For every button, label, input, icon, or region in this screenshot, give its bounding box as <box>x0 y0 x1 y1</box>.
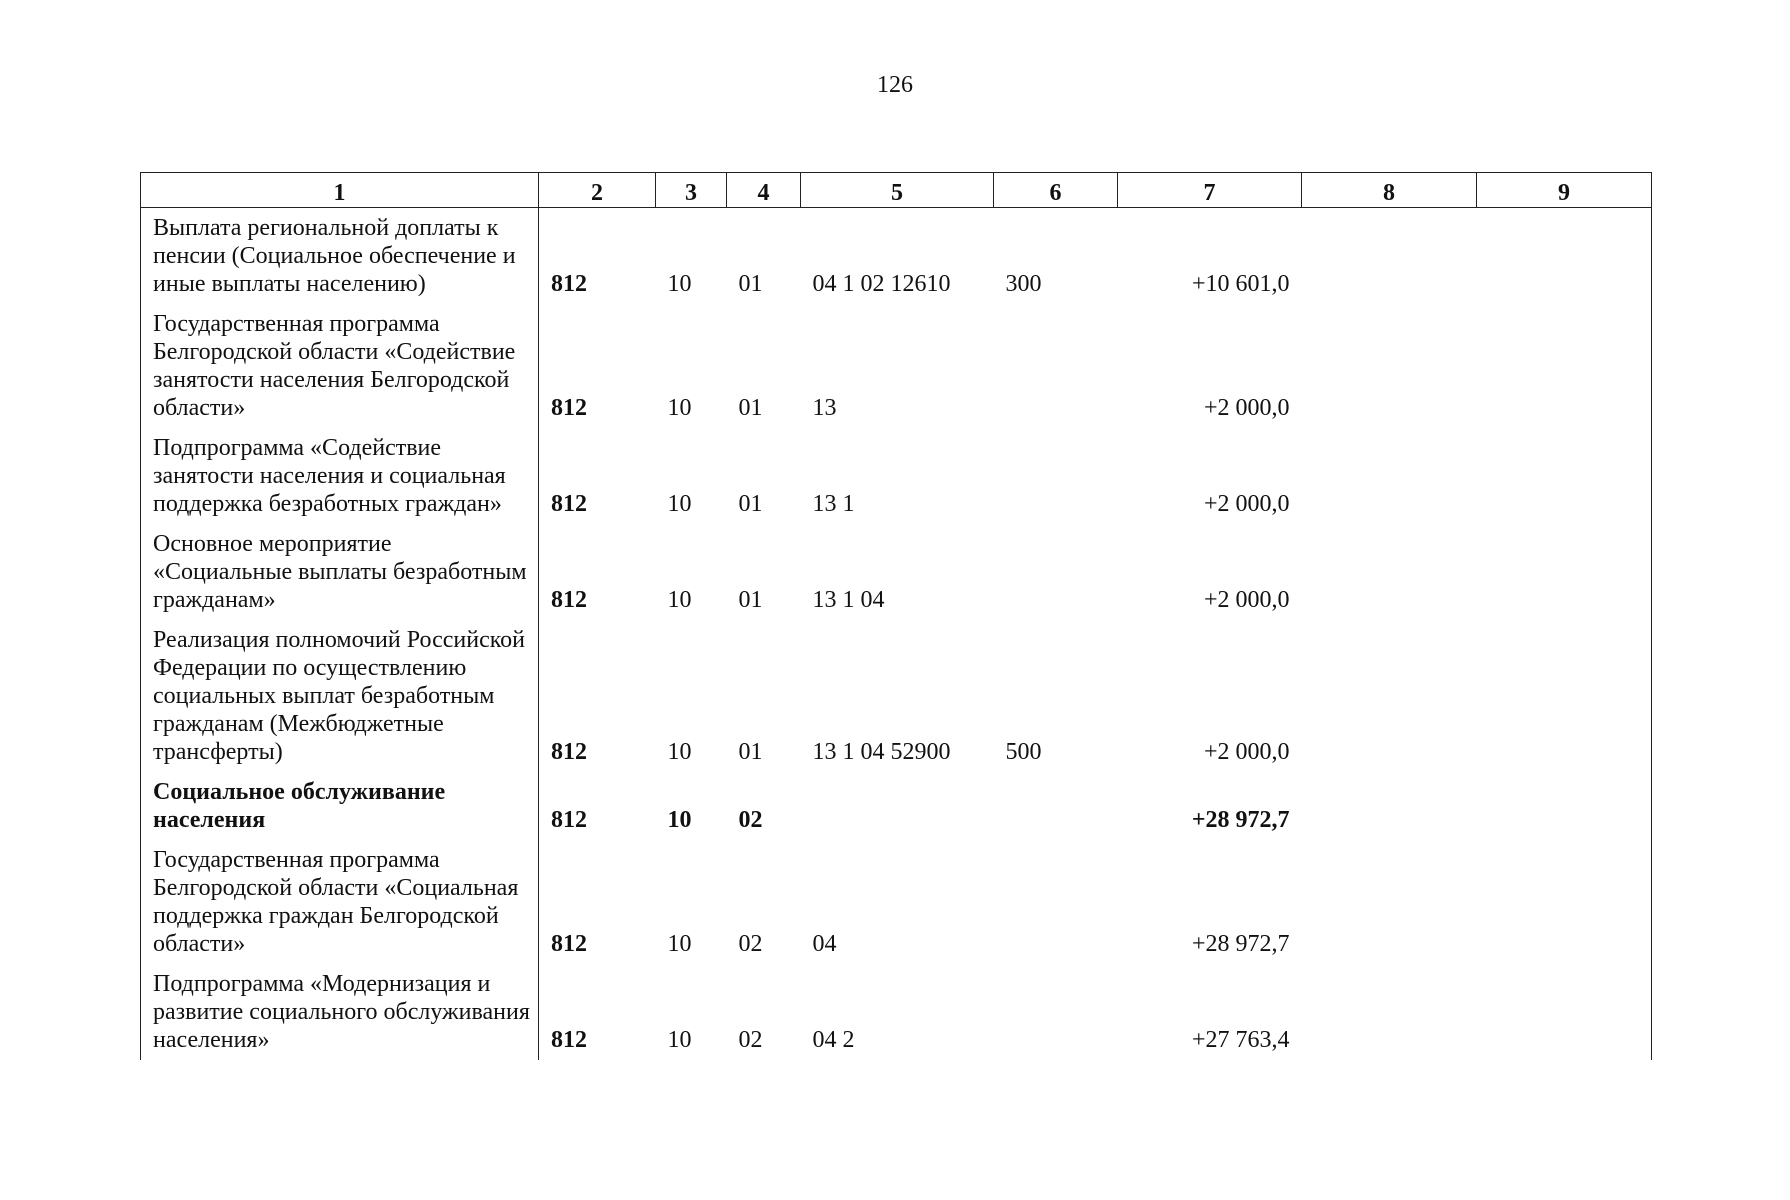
table-row <box>141 524 1652 620</box>
cell-target-article: 04 <box>812 931 837 957</box>
cell-col-8 <box>1302 524 1477 620</box>
cell-section: 10 <box>667 807 692 833</box>
cell-expense-type <box>994 304 1118 428</box>
cell-target-article: 04 1 02 12610 <box>812 271 951 297</box>
table-row <box>141 620 1652 772</box>
header-col-5: 5 <box>801 173 994 208</box>
cell-amount: +2 000,0 <box>1203 739 1290 765</box>
cell-col-8 <box>1302 964 1477 1060</box>
cell-col-9 <box>1477 304 1652 428</box>
cell-col-8 <box>1302 304 1477 428</box>
cell-amount: +28 972,7 <box>1191 807 1290 833</box>
budget-table-container <box>140 172 1651 1053</box>
table-body <box>141 208 1652 1061</box>
cell-amount: +2 000,0 <box>1203 491 1290 517</box>
cell-section: 10 <box>667 931 692 957</box>
cell-col-9 <box>1477 620 1652 772</box>
cell-target-article <box>801 772 994 840</box>
cell-grbs: 812 <box>539 208 656 305</box>
cell-name: Государственная программа Белгородской области «Социальная поддержка граждан Белгородской области» <box>141 840 539 964</box>
cell-subsection: 02 <box>738 931 763 957</box>
cell-expense-type <box>994 840 1118 964</box>
cell-name: Государственная программа Белгородской области «Содействие занятости населения Белгородской области» <box>141 304 539 428</box>
header-col-9: 9 <box>1477 173 1652 208</box>
cell-name: Выплата региональной доплаты к пенсии (Социальное обеспечение и иные выплаты населению) <box>141 208 539 305</box>
cell-grbs: 812 <box>539 620 656 772</box>
page-number: 126 <box>877 72 913 98</box>
cell-subsection: 01 <box>738 491 763 517</box>
cell-col-8 <box>1302 620 1477 772</box>
table-row <box>141 964 1652 1060</box>
cell-col-9 <box>1477 208 1652 305</box>
cell-grbs: 812 <box>539 524 656 620</box>
cell-col-9 <box>1477 772 1652 840</box>
header-col-1: 1 <box>141 173 539 208</box>
cell-col-8 <box>1302 840 1477 964</box>
table-header-row <box>141 173 1652 208</box>
cell-target-article: 13 1 04 <box>812 587 885 613</box>
cell-col-9 <box>1477 524 1652 620</box>
cell-name: Подпрограмма «Содействие занятости населения и социальная поддержка безработных граждан» <box>141 428 539 524</box>
cell-section: 10 <box>667 587 692 613</box>
header-col-4: 4 <box>727 173 801 208</box>
cell-col-9 <box>1477 964 1652 1060</box>
cell-subsection: 02 <box>738 807 763 833</box>
cell-col-9 <box>1477 428 1652 524</box>
cell-name: Реализация полномочий Российской Федерации по осуществлению социальных выплат безработным гражданам (Межбюджетные трансферты) <box>141 620 539 772</box>
table-row <box>141 208 1652 305</box>
cell-grbs: 812 <box>539 840 656 964</box>
cell-amount: +28 972,7 <box>1191 931 1290 957</box>
cell-expense-type: 300 <box>1005 271 1042 297</box>
cell-name: Подпрограмма «Модернизация и развитие социального обслуживания населения» <box>141 964 539 1060</box>
cell-target-article: 13 1 <box>812 491 855 517</box>
header-col-7: 7 <box>1118 173 1302 208</box>
cell-section: 10 <box>667 739 692 765</box>
header-col-8: 8 <box>1302 173 1477 208</box>
cell-expense-type <box>994 428 1118 524</box>
cell-col-9 <box>1477 840 1652 964</box>
cell-grbs: 812 <box>539 772 656 840</box>
header-col-6: 6 <box>994 173 1118 208</box>
cell-amount: +2 000,0 <box>1203 395 1290 421</box>
cell-amount: +2 000,0 <box>1203 587 1290 613</box>
cell-subsection: 01 <box>738 587 763 613</box>
cell-section: 10 <box>667 491 692 517</box>
cell-grbs: 812 <box>539 428 656 524</box>
table-row <box>141 772 1652 840</box>
table-row <box>141 840 1652 964</box>
cell-col-8 <box>1302 772 1477 840</box>
cell-subsection: 02 <box>738 1027 763 1053</box>
cell-target-article: 13 <box>812 395 837 421</box>
table-row <box>141 304 1652 428</box>
cell-section: 10 <box>667 395 692 421</box>
cell-subsection: 01 <box>738 395 763 421</box>
cell-section: 10 <box>667 1027 692 1053</box>
table-row <box>141 428 1652 524</box>
cell-expense-type <box>994 964 1118 1060</box>
cell-subsection: 01 <box>738 271 763 297</box>
cell-grbs: 812 <box>539 304 656 428</box>
cell-expense-type <box>994 772 1118 840</box>
cell-col-8 <box>1302 208 1477 305</box>
cell-subsection: 01 <box>738 739 763 765</box>
cell-amount: +10 601,0 <box>1191 271 1290 297</box>
cell-expense-type: 500 <box>1005 739 1042 765</box>
cell-target-article: 04 2 <box>812 1027 855 1053</box>
cell-section: 10 <box>667 271 692 297</box>
header-col-2: 2 <box>539 173 656 208</box>
cell-expense-type <box>994 524 1118 620</box>
cell-target-article: 13 1 04 52900 <box>812 739 951 765</box>
cell-col-8 <box>1302 428 1477 524</box>
cell-name: Социальное обслуживание населения <box>141 772 539 840</box>
cell-amount: +27 763,4 <box>1191 1027 1290 1053</box>
cell-name: Основное мероприятие «Социальные выплаты безработным гражданам» <box>141 524 539 620</box>
header-col-3: 3 <box>656 173 727 208</box>
budget-table <box>140 172 1652 1060</box>
cell-grbs: 812 <box>539 964 656 1060</box>
